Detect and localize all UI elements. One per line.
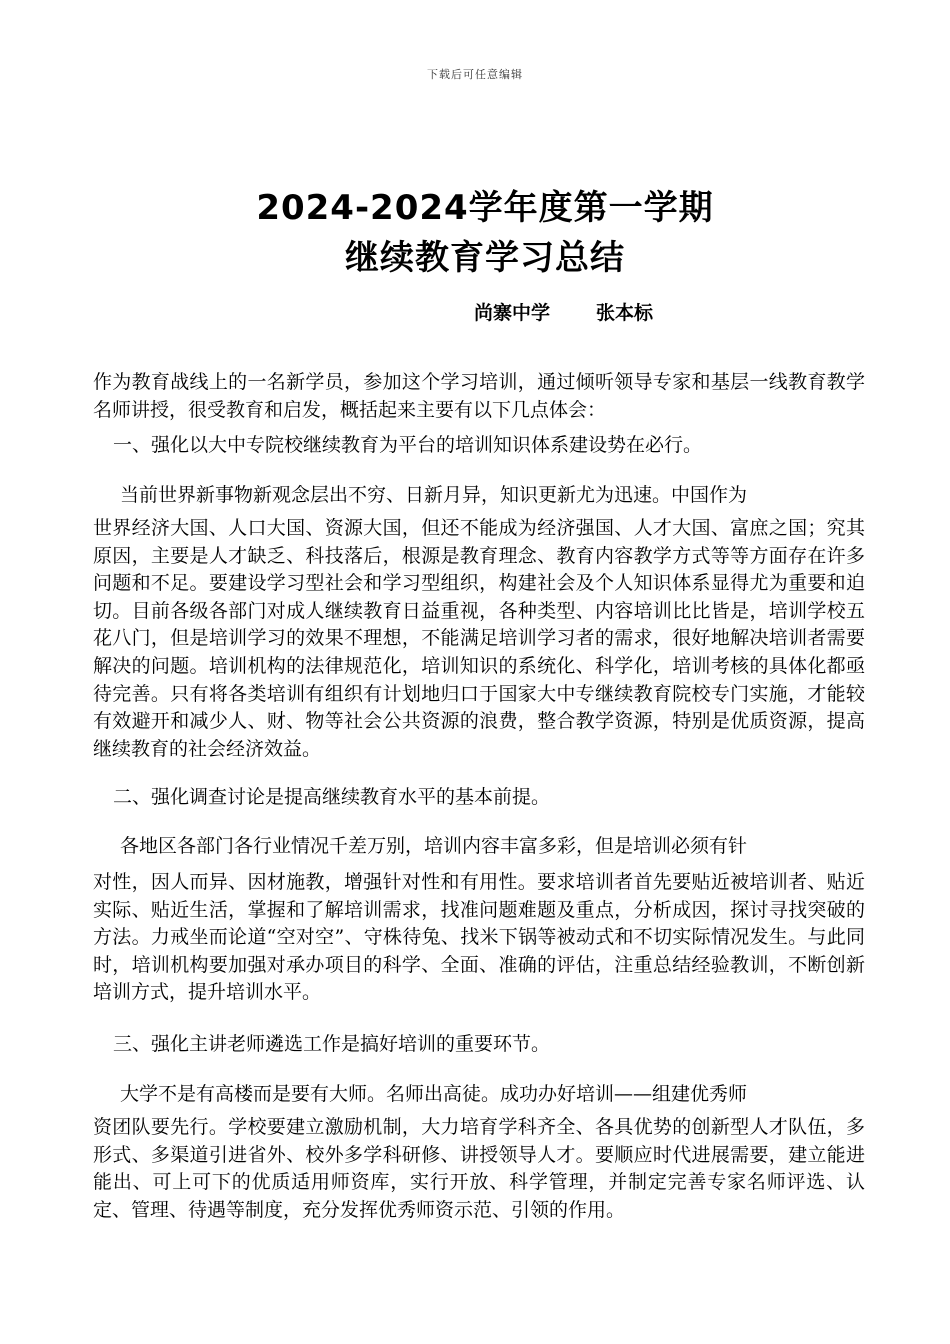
school-name: 尚寨中学: [474, 302, 551, 324]
section-2-lead: 各地区各部门各行业情况千差万别，培训内容丰富多彩，但是培训必须有针: [120, 835, 748, 857]
section-3-lead: 大学不是有高楼而是要有大师。名师出高徒。成功办好培训——组建优秀师: [120, 1083, 748, 1105]
section-1-heading: 一、强化以大中专院校继续教育为平台的培训知识体系建设势在必行。: [113, 434, 703, 456]
section-2-body: 对性，因人而异、因材施教，增强针对性和有用性。要求培训者首先要贴近被培训者、贴近实际、贴近生活，掌握和了解培训需求，找准问题难题及重点，分析成因，探讨寻找突破的方法。力戒坐而论道“空对空”、守株待兔、找米下锅等被动式和不切实际情况发生。与此同时，培训机构要加强对承办项目的科学、全面、准确的评估，注重总结经验教训，不断创新培训方式，提升培训水平。: [93, 871, 865, 1004]
intro-paragraph: 作为教育战线上的一名新学员，参加这个学习培训，通过倾听领导专家和基层一线教育教学名师讲授，很受教育和启发，概括起来主要有以下几点体会：: [93, 371, 865, 421]
document-title-line-2: 继续教育学习总结: [345, 238, 625, 278]
author-name: 张本标: [596, 302, 654, 324]
section-2-heading: 二、强化调查讨论是提高继续教育水平的基本前提。: [113, 786, 551, 808]
section-1-lead: 当前世界新事物新观念层出不穷、日新月异，知识更新尤为迅速。中国作为: [120, 484, 748, 506]
header-note: 下载后可任意编辑: [427, 68, 523, 81]
section-1-body: 世界经济大国、人口大国、资源大国，但还不能成为经济强国、人才大国、富庶之国；究其原因，主要是人才缺乏、科技落后，根源是教育理念、教育内容教学方式等等方面存在许多问题和不足。要建设学习型社会和学习型组织，构建社会及个人知识体系显得尤为重要和迫切。目前各级各部门对成人继续教育日益重视，各种类型、内容培训比比皆是，培训学校五花八门，但是培训学习的效果不理想，不能满足培训学习者的需求，很好地解决培训者需要解决的问题。培训机构的法律规范化，培训知识的系统化、科学化，培训考核的具体化都亟待完善。只有将各类培训有组织有计划地归口于国家大中专继续教育院校专门实施，才能较有效避开和减少人、财、物等社会公共资源的浪费，整合教学资源，特别是优质资源，提高继续教育的社会经济效益。: [93, 517, 865, 760]
document-title-line-1: 2024-2024学年度第一学期: [256, 188, 714, 228]
byline: [474, 298, 653, 325]
section-3-body: 资团队要先行。学校要建立激励机制，大力培育学科齐全、各具优势的创新型人才队伍，多形式、多渠道引进省外、校外多学科研修、讲授领导人才。要顺应时代进展需要，建立能进能出、可上可下的优质适用师资库，实行开放、科学管理，并制定完善专家名师评选、认定、管理、待遇等制度，充分发挥优秀师资示范、引领的作用。: [93, 1116, 865, 1221]
section-3-heading: 三、强化主讲老师遴选工作是搞好培训的重要环节。: [113, 1033, 551, 1055]
